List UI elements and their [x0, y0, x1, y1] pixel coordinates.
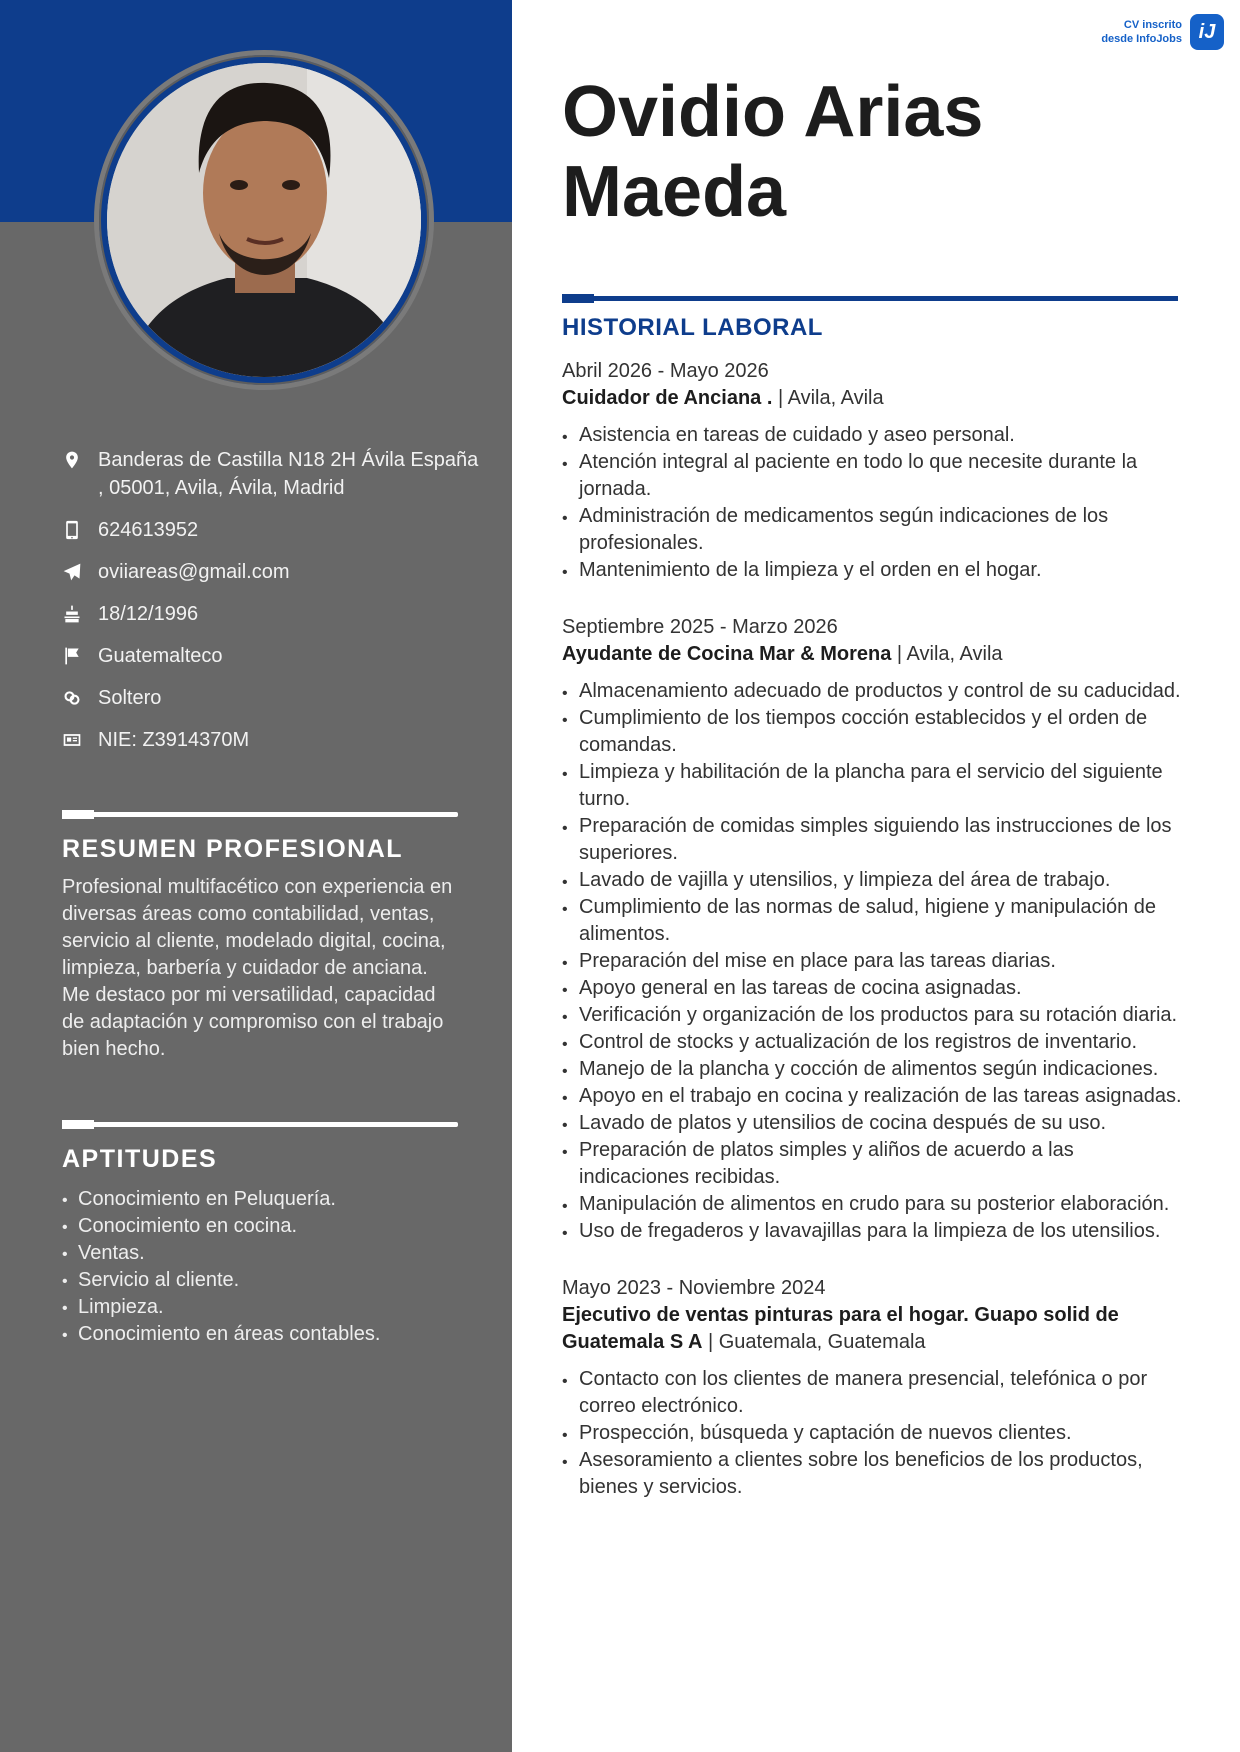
phone-text: 624613952 — [98, 519, 199, 541]
birthday-cake-icon — [62, 600, 98, 628]
skill-item: • Conocimiento en áreas contables. — [62, 1321, 458, 1348]
infojobs-logo-icon: iJ — [1190, 14, 1224, 50]
skills-section — [62, 1122, 458, 1348]
birthdate-text: 18/12/1996 — [98, 603, 199, 625]
email-text: oviiareas@gmail.com — [98, 561, 290, 583]
job-location: | Guatemala, Guatemala — [702, 1331, 926, 1353]
job-tasks — [562, 678, 1182, 1245]
id-text: NIE: Z3914370M — [98, 729, 250, 751]
job-dates: Septiembre 2025 - Marzo 2026 — [562, 616, 838, 638]
job-task: • Preparación del mise en place para las tareas diarias. — [562, 948, 1182, 975]
infojobs-badge[interactable] — [1101, 14, 1224, 50]
sidebar — [0, 0, 512, 1752]
job-task: • Verificación y organización de los productos para su rotación diaria. — [562, 1002, 1182, 1029]
contact-marital-status — [62, 684, 482, 712]
profile-photo — [107, 63, 421, 377]
summary-heading: RESUMEN PROFESIONAL — [62, 835, 404, 863]
experience-heading: HISTORIAL LABORAL — [562, 314, 823, 341]
job-task: • Apoyo general en las tareas de cocina asignadas. — [562, 975, 1182, 1002]
job-tasks — [562, 1366, 1182, 1501]
skills-heading: APTITUDES — [62, 1145, 218, 1173]
candidate-name: Ovidio Arias Maeda — [562, 72, 984, 232]
skills-list — [62, 1186, 458, 1348]
job-task: • Asistencia en tareas de cuidado y aseo personal. — [562, 422, 1182, 449]
job-tasks — [562, 422, 1182, 584]
job-task: • Uso de fregaderos y lavavajillas para la limpieza de los utensilios. — [562, 1218, 1182, 1245]
contact-nationality — [62, 642, 482, 670]
section-divider — [62, 812, 458, 817]
job-task: • Limpieza y habilitación de la plancha para el servicio del siguiente turno. — [562, 759, 1182, 813]
badge-text — [1101, 18, 1182, 46]
contact-address — [62, 446, 482, 502]
badge-line-1: CV inscrito — [1123, 19, 1182, 31]
job-task: • Control de stocks y actualización de los registros de inventario. — [562, 1029, 1182, 1056]
job-task: • Atención integral al paciente en todo lo que necesite durante la jornada. — [562, 449, 1182, 503]
job-title: Ejecutivo de ventas pinturas para el hogar. Guapo solid de Guatemala S A — [562, 1304, 1119, 1353]
section-divider — [62, 1122, 458, 1127]
location-pin-icon — [62, 446, 98, 474]
job-task: • Apoyo en el trabajo en cocina y realización de las tareas asignadas. — [562, 1083, 1182, 1110]
job-entry — [562, 1275, 1182, 1501]
job-task: • Almacenamiento adecuado de productos y control de su caducidad. — [562, 678, 1182, 705]
experience-list — [562, 358, 1182, 1531]
contact-birthdate — [62, 600, 482, 628]
job-location: | Avila, Avila — [891, 643, 1003, 665]
nationality-text: Guatemalteco — [98, 645, 223, 667]
badge-line-2: desde InfoJobs — [1101, 33, 1182, 45]
skill-item: • Servicio al cliente. — [62, 1267, 458, 1294]
job-task: • Cumplimiento de las normas de salud, higiene y manipulación de alimentos. — [562, 894, 1182, 948]
skill-item: • Conocimiento en Peluquería. — [62, 1186, 458, 1213]
contact-info — [62, 446, 482, 768]
job-location: | Avila, Avila — [772, 387, 884, 409]
id-card-icon — [62, 726, 98, 754]
job-task: • Manipulación de alimentos en crudo para su posterior elaboración. — [562, 1191, 1182, 1218]
job-dates: Abril 2026 - Mayo 2026 — [562, 360, 769, 382]
mobile-phone-icon — [62, 516, 98, 544]
job-task: • Contacto con los clientes de manera presencial, telefónica o por correo electrónico. — [562, 1366, 1182, 1420]
skill-item: • Conocimiento en cocina. — [62, 1213, 458, 1240]
contact-id — [62, 726, 482, 754]
job-title: Cuidador de Anciana . — [562, 387, 773, 409]
linked-rings-icon — [62, 684, 98, 712]
address-text: Banderas de Castilla N18 2H Ávila España , 05001, Avila, Ávila, Madrid — [98, 449, 479, 499]
job-entry — [562, 358, 1182, 584]
marital-status-text: Soltero — [98, 687, 162, 709]
job-dates: Mayo 2023 - Noviembre 2024 — [562, 1277, 826, 1299]
job-task: • Lavado de vajilla y utensilios, y limpieza del área de trabajo. — [562, 867, 1182, 894]
job-task: • Administración de medicamentos según indicaciones de los profesionales. — [562, 503, 1182, 557]
job-title-line — [562, 1302, 1182, 1356]
job-task: • Prospección, búsqueda y captación de nuevos clientes. — [562, 1420, 1182, 1447]
skill-item: • Limpieza. — [62, 1294, 458, 1321]
job-task: • Manejo de la plancha y cocción de alimentos según indicaciones. — [562, 1056, 1182, 1083]
job-task: • Cumplimiento de los tiempos cocción establecidos y el orden de comandas. — [562, 705, 1182, 759]
contact-email — [62, 558, 482, 586]
skill-item: • Ventas. — [62, 1240, 458, 1267]
summary-text: Profesional multifacético con experiencia en diversas áreas como contabilidad, ventas, servicio al cliente, modelado digital, cocina, limpieza, barbería y cuidador de anciana. Me destaco por mi versatilidad, capacidad de adaptación y compromiso con el trabajo bien hecho. — [62, 876, 453, 1060]
flag-icon — [62, 642, 98, 670]
job-task: • Preparación de comidas simples siguiendo las instrucciones de los superiores. — [562, 813, 1182, 867]
job-entry — [562, 614, 1182, 1245]
profile-photo-frame — [94, 50, 434, 390]
job-title-line — [562, 641, 1182, 668]
job-task: • Preparación de platos simples y aliños de acuerdo a las indicaciones recibidas. — [562, 1137, 1182, 1191]
paper-plane-icon — [62, 558, 98, 586]
job-task: • Asesoramiento a clientes sobre los beneficios de los productos, bienes y servicios. — [562, 1447, 1182, 1501]
job-title-line — [562, 385, 1182, 412]
section-divider — [562, 296, 1178, 301]
job-task: • Lavado de platos y utensilios de cocina después de su uso. — [562, 1110, 1182, 1137]
job-title: Ayudante de Cocina Mar & Morena — [562, 643, 892, 665]
contact-phone — [62, 516, 482, 544]
summary-section — [62, 812, 458, 1063]
job-task: • Mantenimiento de la limpieza y el orden en el hogar. — [562, 557, 1182, 584]
